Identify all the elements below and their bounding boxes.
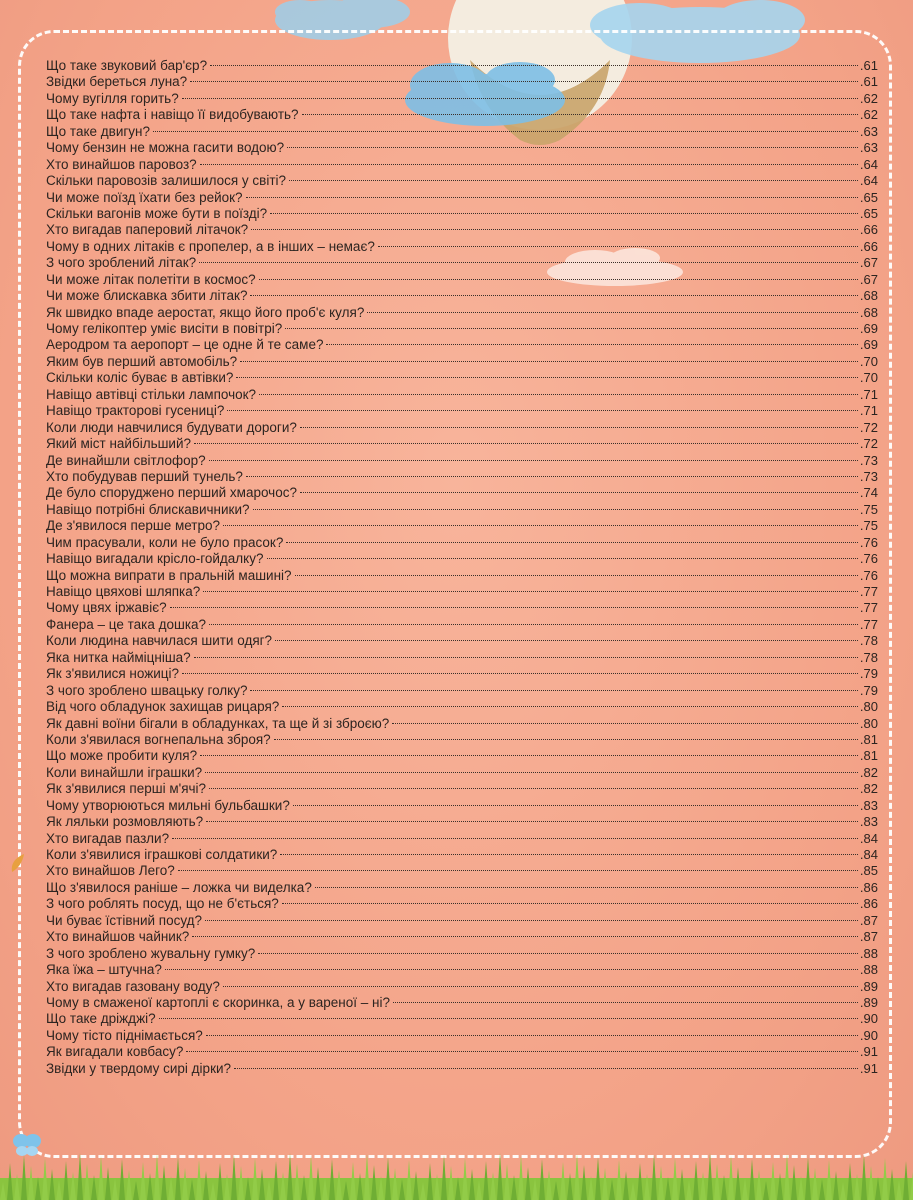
toc-page-number: .63 xyxy=(859,140,878,156)
toc-title: З чого зроблено швацьку голку? xyxy=(46,682,248,698)
toc-title: Яким був перший автомобіль? xyxy=(46,353,238,369)
toc-row xyxy=(46,1007,878,1027)
toc-page-number: .63 xyxy=(859,123,878,139)
toc-title: Яка їжа – штучна? xyxy=(46,962,162,978)
toc-title: Хто побудував перший тунель? xyxy=(46,468,243,484)
toc-title: Хто винайшов чайник? xyxy=(46,929,190,945)
toc-title: Навіщо потрібні блискавичники? xyxy=(46,501,250,517)
toc-title: Фанера – це така дошка? xyxy=(46,616,207,632)
toc-page-number: .79 xyxy=(859,666,878,682)
toc-title: Чи буває їстівний посуд? xyxy=(46,912,203,928)
toc-leader-dots xyxy=(194,646,858,662)
toc-title: Як давні воїни бігали в обладунках, та ще й зі зброєю? xyxy=(46,715,390,731)
toc-title: Навіщо тракторові гусениці? xyxy=(46,403,225,419)
toc-leader-dots xyxy=(234,1057,858,1073)
toc-page-number: .65 xyxy=(859,205,878,221)
toc-leader-dots xyxy=(200,744,858,760)
toc-leader-dots xyxy=(287,136,858,152)
toc-leader-dots xyxy=(393,991,858,1007)
toc-title: Як з'явилися перші м'ячі? xyxy=(46,781,207,797)
toc-title: Коли з'явилися іграшкові солдатики? xyxy=(46,847,278,862)
grass-decoration xyxy=(0,1130,913,1200)
toc-leader-dots xyxy=(170,596,858,612)
toc-row xyxy=(46,613,878,632)
toc-page-number: .70 xyxy=(859,353,878,369)
toc-leader-dots xyxy=(267,547,858,563)
toc-leader-dots xyxy=(227,399,858,415)
toc-page-number: .80 xyxy=(859,699,878,715)
toc-page-number: .79 xyxy=(859,682,878,698)
toc-page-number: .84 xyxy=(859,830,878,846)
toc-row xyxy=(46,54,878,73)
toc-title: Аеродром та аеропорт – це одне й те саме? xyxy=(46,337,324,353)
toc-page-number: .71 xyxy=(859,403,878,419)
toc-leader-dots xyxy=(206,1024,858,1040)
toc-title: Хто вигадав паперовий літачок? xyxy=(46,222,249,238)
toc-title: Коли з'явилася вогнепальна зброя? xyxy=(46,731,271,747)
toc-title: Навіщо вигадали крісло-гойдалку? xyxy=(46,551,264,567)
toc-leader-dots xyxy=(205,909,858,925)
toc-leader-dots xyxy=(236,366,858,382)
toc-leader-dots xyxy=(240,350,858,366)
toc-title: Що таке двигун? xyxy=(46,123,150,139)
toc-row xyxy=(46,120,878,139)
toc-title: Що можна випрати в пральній машині? xyxy=(46,567,292,583)
toc-leader-dots xyxy=(275,629,858,645)
toc-title: Що таке звуковий бар'єр? xyxy=(46,58,208,73)
toc-page-number: .75 xyxy=(859,501,878,517)
toc-leader-dots xyxy=(282,695,858,711)
toc-row xyxy=(46,958,878,978)
toc-leader-dots xyxy=(182,662,858,678)
toc-page-number: .90 xyxy=(859,1011,878,1027)
toc-title: Чому бензин не можна гасити водою? xyxy=(46,140,285,156)
toc-page-number: .74 xyxy=(859,485,878,501)
toc-page-number: .80 xyxy=(859,715,878,731)
toc-page-number: .71 xyxy=(859,386,878,402)
toc-leader-dots xyxy=(251,218,858,234)
toc-leader-dots xyxy=(206,810,858,826)
toc-leader-dots xyxy=(250,284,857,300)
toc-title: З чого роблять посуд, що не б'ється? xyxy=(46,896,279,912)
toc-page-number: .82 xyxy=(859,764,878,780)
toc-page-number: .88 xyxy=(859,945,878,961)
toc-title: З чого зроблено жувальну гумку? xyxy=(46,945,256,961)
toc-page-number: .84 xyxy=(859,847,878,862)
toc-leader-dots xyxy=(153,120,858,136)
toc-page-number: .87 xyxy=(859,929,878,945)
toc-leader-dots xyxy=(300,416,858,432)
toc-leader-dots xyxy=(367,301,858,317)
toc-leader-dots xyxy=(326,333,857,349)
toc-leader-dots xyxy=(302,103,858,119)
toc-leader-dots xyxy=(282,892,858,908)
toc-page-number: .67 xyxy=(859,271,878,287)
toc-page-number: .91 xyxy=(859,1044,878,1060)
toc-leader-dots xyxy=(280,843,858,859)
toc-page-number: .69 xyxy=(859,321,878,336)
toc-page-number: .88 xyxy=(859,962,878,978)
toc-title: З чого зроблений літак? xyxy=(46,255,197,271)
toc-title: Хто винайшов паровоз? xyxy=(46,156,197,172)
toc-page-number: .76 xyxy=(859,567,878,583)
toc-title: Де винайшли світлофор? xyxy=(46,452,206,468)
toc-page-number: .86 xyxy=(859,896,878,912)
toc-title: Чому в смаженої картоплі є скоринка, а у вареної – ні? xyxy=(46,994,390,1010)
toc-leader-dots xyxy=(293,794,858,810)
toc-leader-dots xyxy=(258,942,858,958)
toc-leader-dots xyxy=(209,613,858,629)
toc-page-number: .83 xyxy=(859,814,878,830)
toc-leader-dots xyxy=(295,564,858,580)
toc-page-number: .68 xyxy=(859,288,878,304)
toc-title: Як швидко впаде аеростат, якщо його проб'є куля? xyxy=(46,304,365,320)
toc-leader-dots xyxy=(315,876,858,892)
toc-leader-dots xyxy=(209,449,858,465)
toc-leader-dots xyxy=(182,87,858,103)
toc-leader-dots xyxy=(250,679,857,695)
toc-page-number: .89 xyxy=(859,978,878,994)
toc-page-number: .78 xyxy=(859,633,878,649)
toc-page-number: .81 xyxy=(859,748,878,764)
toc-title: Чому утворюються мильні бульбашки? xyxy=(46,797,290,813)
toc-leader-dots xyxy=(186,1040,858,1056)
toc-title: Скільки коліс буває в автівки? xyxy=(46,370,234,386)
toc-leader-dots xyxy=(205,761,858,777)
toc-title: Коли людина навчилася шити одяг? xyxy=(46,633,273,649)
toc-leader-dots xyxy=(190,70,858,86)
toc-page-number: .65 xyxy=(859,189,878,205)
toc-title: Звідки у твердому сирі дірки? xyxy=(46,1060,232,1076)
toc-page-number: .78 xyxy=(859,649,878,665)
toc-leader-dots xyxy=(203,580,858,596)
toc-leader-dots xyxy=(178,859,858,875)
toc-page-number: .89 xyxy=(859,994,878,1010)
toc-leader-dots xyxy=(210,54,858,70)
toc-leader-dots xyxy=(289,169,858,185)
toc-title: Що може пробити куля? xyxy=(46,748,198,764)
toc-row xyxy=(46,975,878,994)
toc-page-number: .86 xyxy=(859,879,878,895)
toc-leader-dots xyxy=(159,1007,858,1023)
toc-page-number: .73 xyxy=(859,468,878,484)
toc-title: Як з'явилися ножиці? xyxy=(46,666,180,682)
toc-title: Яка нитка найміцніша? xyxy=(46,649,191,665)
toc-leader-dots xyxy=(253,498,858,514)
toc-leader-dots xyxy=(392,712,858,728)
toc-title: Скільки вагонів може бути в поїзді? xyxy=(46,205,268,221)
toc-title: Як вигадали ковбасу? xyxy=(46,1044,184,1060)
toc-page-number: .81 xyxy=(859,731,878,747)
toc-page-number: .61 xyxy=(859,58,878,73)
toc-page-number: .69 xyxy=(859,337,878,353)
toc-page-number: .75 xyxy=(859,518,878,534)
toc-leader-dots xyxy=(223,975,858,991)
toc-page-number: .70 xyxy=(859,370,878,386)
toc-leader-dots xyxy=(259,268,858,284)
toc-leader-dots xyxy=(274,728,858,744)
toc-page-number: .66 xyxy=(859,222,878,238)
toc-leader-dots xyxy=(286,531,858,547)
toc-title: Чому вугілля горить? xyxy=(46,90,179,106)
toc-leader-dots xyxy=(194,432,858,448)
toc-leader-dots xyxy=(165,958,858,974)
toc-title: Скільки паровозів залишилося у світі? xyxy=(46,173,287,189)
toc-leader-dots xyxy=(199,251,858,267)
toc-title: Коли винайшли іграшки? xyxy=(46,764,203,780)
toc-title: Де з'явилося перше метро? xyxy=(46,518,221,534)
toc-title: Що з'явилося раніше – ложка чи виделка? xyxy=(46,879,312,895)
toc-leader-dots xyxy=(378,235,858,251)
toc-row xyxy=(46,136,878,156)
toc-page-number: .73 xyxy=(859,452,878,468)
toc-leader-dots xyxy=(209,777,858,793)
toc-page-number: .90 xyxy=(859,1027,878,1043)
toc-page-number: .83 xyxy=(859,797,878,813)
toc-page-number: .72 xyxy=(859,436,878,452)
toc-leader-dots xyxy=(285,317,858,333)
toc-title: Хто винайшов Лего? xyxy=(46,863,175,879)
toc-page-number: .91 xyxy=(859,1060,878,1076)
toc-title: Чи може блискавка збити літак? xyxy=(46,288,248,304)
toc-row xyxy=(46,1024,878,1043)
table-of-contents xyxy=(46,54,878,1076)
toc-page-number: .82 xyxy=(859,781,878,797)
toc-page-number: .87 xyxy=(859,912,878,928)
toc-page-number: .64 xyxy=(859,173,878,189)
toc-row xyxy=(46,596,878,616)
toc-page-number: .76 xyxy=(859,534,878,550)
toc-title: Чи може літак полетіти в космос? xyxy=(46,271,256,287)
toc-title: Що таке нафта і навіщо її видобувають? xyxy=(46,107,299,123)
toc-title: Як ляльки розмовляють? xyxy=(46,814,204,830)
toc-title: Коли люди навчилися будувати дороги? xyxy=(46,419,297,435)
toc-page-number: .77 xyxy=(859,584,878,599)
toc-page-number: .64 xyxy=(859,156,878,172)
toc-title: Хто вигадав газовану воду? xyxy=(46,978,220,994)
toc-leader-dots xyxy=(172,827,858,843)
toc-page-number: .77 xyxy=(859,616,878,632)
toc-title: Де було споруджено перший хмарочос? xyxy=(46,485,297,501)
toc-page-number: .85 xyxy=(859,863,878,879)
toc-page-number: .66 xyxy=(859,238,878,254)
toc-title: Хто вигадав пазли? xyxy=(46,830,170,846)
toc-title: Що таке дріжджі? xyxy=(46,1011,156,1027)
toc-page-number: .67 xyxy=(859,255,878,271)
toc-leader-dots xyxy=(200,153,858,169)
toc-page-number: .77 xyxy=(859,600,878,616)
toc-title: Від чого обладунок захищав рицаря? xyxy=(46,699,280,715)
toc-leader-dots xyxy=(300,481,858,497)
toc-title: Навіщо цвяхові шляпка? xyxy=(46,584,201,599)
toc-page-number: .62 xyxy=(859,90,878,106)
toc-title: Чому тісто піднімається? xyxy=(46,1027,203,1043)
toc-leader-dots xyxy=(223,514,858,530)
toc-title: Навіщо автівці стільки лампочок? xyxy=(46,386,257,402)
toc-leader-dots xyxy=(246,186,858,202)
toc-title: Який міст найбільший? xyxy=(46,436,192,452)
toc-page-number: .61 xyxy=(859,74,878,90)
toc-leader-dots xyxy=(192,925,858,941)
toc-page-number: .68 xyxy=(859,304,878,320)
toc-page-number: .72 xyxy=(859,419,878,435)
toc-leader-dots xyxy=(259,383,858,399)
toc-page-number: .76 xyxy=(859,551,878,567)
toc-title: Чим прасували, коли не було прасок? xyxy=(46,534,284,550)
toc-leader-dots xyxy=(246,465,858,481)
toc-title: Чому гелікоптер уміє висіти в повітрі? xyxy=(46,321,283,336)
toc-leader-dots xyxy=(270,202,858,218)
toc-title: Чому цвях іржавіє? xyxy=(46,600,167,616)
leaf-icon xyxy=(8,852,28,874)
toc-page-number: .62 xyxy=(859,107,878,123)
toc-title: Чому в одних літаків є пропелер, а в інших – немає? xyxy=(46,238,375,254)
toc-title: Звідки береться луна? xyxy=(46,74,188,90)
toc-title: Чи може поїзд їхати без рейок? xyxy=(46,189,243,205)
